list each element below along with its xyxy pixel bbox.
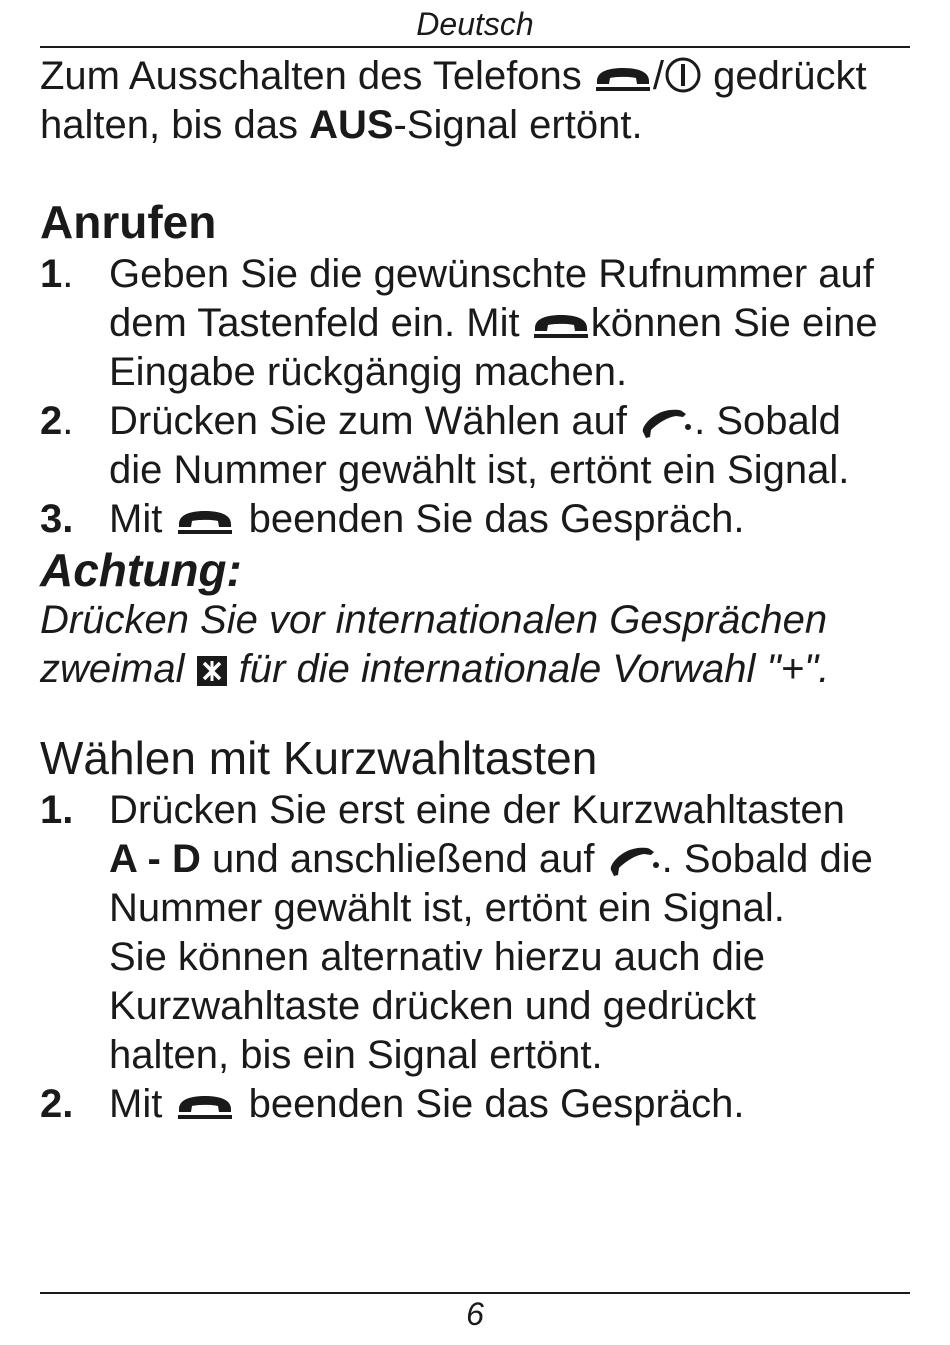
step-text: halten, bis ein Signal ertönt. (109, 1033, 603, 1077)
star-key-icon (196, 655, 228, 687)
step-text: Geben Sie die gewünschte Rufnummer auf (109, 252, 874, 296)
anrufen-steps (40, 250, 910, 544)
warning-line: für die internationale Vorwahl "+". (238, 647, 830, 691)
step-text: Drücken Sie zum Wählen auf (109, 399, 628, 443)
step-text: und anschließend auf (211, 837, 595, 881)
step-number: 1. (40, 252, 74, 296)
intro-text-a: Zum Ausschalten des Telefons (40, 54, 582, 98)
page-body (40, 52, 910, 1129)
warning-text (40, 596, 910, 694)
step-text: Sie können alternativ hierzu auch die (109, 935, 765, 979)
header-divider (40, 46, 910, 48)
manual-page (40, 0, 910, 1345)
step-text: . Sobald die (661, 837, 873, 881)
power-off-paragraph (40, 52, 910, 150)
aus-label: AUS (309, 103, 394, 147)
step-text: dem Tastenfeld ein. Mit (109, 301, 520, 345)
intro-separator: / (652, 54, 665, 98)
hangup-icon (173, 507, 237, 537)
step-text: die Nummer gewählt ist, ertönt ein Signal. (109, 448, 850, 492)
warning-line: Drücken Sie vor internationalen Gesprächen (40, 598, 828, 642)
step-text: . Sobald (694, 399, 841, 443)
step-text: Drücken Sie erst eine der Kurzwahltasten (109, 788, 845, 832)
step-text: Mit (109, 1082, 163, 1126)
hangup-icon (173, 1092, 237, 1122)
intro-text-d: -Signal ertönt. (393, 103, 643, 147)
step-number: 1. (40, 788, 74, 832)
hangup-icon (593, 64, 653, 94)
power-icon (664, 56, 702, 94)
intro-text-c: halten, bis das (40, 103, 298, 147)
list-item (40, 1080, 910, 1129)
list-item (40, 786, 910, 1080)
step-number: 3. (40, 497, 74, 541)
step-text: beenden Sie das Gespräch. (248, 1082, 745, 1126)
call-icon (606, 845, 662, 877)
section-title-kurzwahl: Wählen mit Kurzwahltasten (40, 732, 598, 784)
step-text: beenden Sie das Gespräch. (248, 497, 745, 541)
step-text: Eingabe rückgängig machen. (109, 350, 628, 394)
hangup-icon (531, 311, 591, 341)
page-header: Deutsch (416, 6, 534, 42)
step-number: 2. (40, 1082, 74, 1126)
intro-text-b: gedrückt (713, 54, 867, 98)
warning-title: Achtung: (40, 544, 242, 596)
step-text: können Sie eine (590, 301, 878, 345)
section-title-anrufen: Anrufen (40, 196, 217, 248)
step-text: Mit (109, 497, 163, 541)
step-text: Kurzwahltaste drücken und gedrückt (109, 984, 757, 1028)
page-number: 6 (466, 1296, 484, 1332)
step-number: 2. (40, 399, 74, 443)
warning-line: zweimal (40, 647, 185, 691)
list-item (40, 250, 910, 397)
step-text: Nummer gewählt ist, ertönt ein Signal. (109, 886, 785, 930)
kurzwahl-steps (40, 786, 910, 1129)
list-item (40, 397, 910, 495)
list-item (40, 495, 910, 544)
speed-dial-keys: A - D (109, 837, 201, 881)
call-icon (638, 407, 694, 439)
